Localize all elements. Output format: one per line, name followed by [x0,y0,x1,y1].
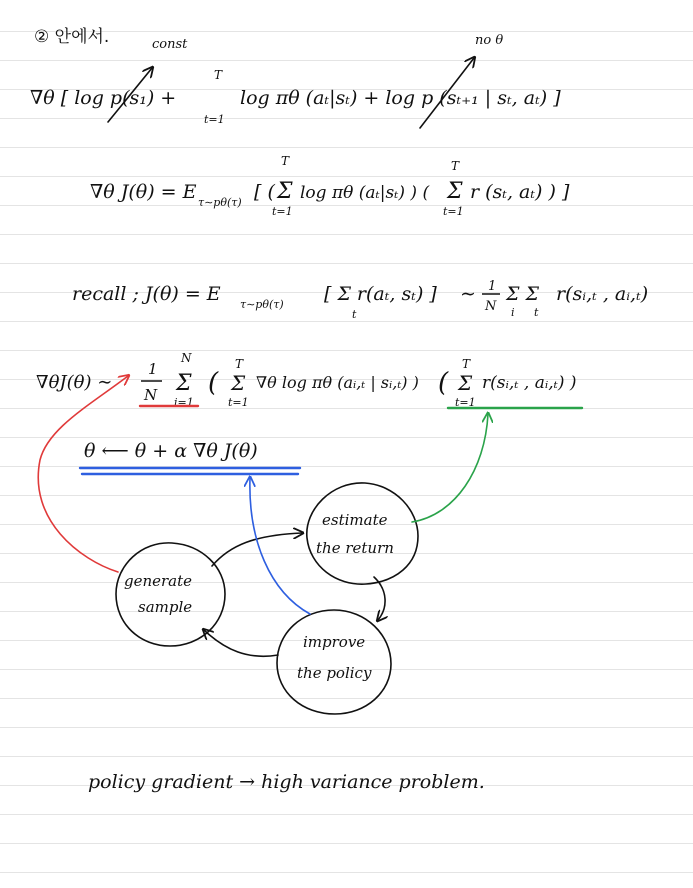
eq2-lhs: ∇θ J(θ) = E [90,181,197,203]
eq2-sum2-symbol: Σ [447,179,463,204]
node-generate-line1: generate [124,572,193,590]
eq2-part-b: log πθ (aₜ|sₜ) ) ( [300,183,430,203]
eq2-sum1-sup: T [281,154,290,168]
eq3-sum-sub-t: t [534,306,539,319]
note-const: const [152,37,188,52]
eq1-middle: log πθ (aₜ|sₜ) + log p (sₜ₊₁ | sₜ, aₜ) ] [240,87,561,109]
equation-policy-gradient [90,154,570,218]
eq2-sum2-sup: T [451,159,460,173]
eq3-subscript: τ∼pθ(τ) [240,298,284,311]
node-estimate-circle [307,483,418,584]
eq1-sum-sup: T [214,68,223,82]
eq3-lhs: recall ; J(θ) = E [72,283,221,305]
eq2-sum1-sub: t=1 [272,205,293,218]
equation-log-trajectory [30,33,561,128]
arrow-improve-to-generate [204,630,278,656]
eq4-inner2-sup: T [462,357,471,371]
eq3-frac-den: N [485,299,497,314]
eq4-paren2: ( [438,368,449,398]
eq1-sum-sub: t=1 [204,113,225,126]
note-no-theta: no θ [475,33,504,48]
footer-note: policy gradient → high variance problem. [88,771,485,793]
eq4-inner2-sub: t=1 [455,396,476,409]
eq4-reward-term: r(sᵢ,ₜ , aᵢ,ₜ) ) [482,373,577,393]
eq2-part-c: r (sₜ, aₜ) ) ] [470,181,570,203]
node-estimate-line2: the return [316,539,394,557]
green-link-estimate-to-return [412,414,488,522]
blue-link-improve-to-update [250,478,310,614]
node-generate-circle [116,543,225,646]
eq4-frac-den: N [144,386,158,404]
eq3-bracket-sub: t [352,308,357,321]
equation-recall-objective [72,279,648,321]
node-improve-line2: the policy [297,664,372,682]
node-estimate-line1: estimate [322,511,388,529]
node-improve-line1: improve [303,633,366,651]
eq4-inner1-symbol: Σ [231,371,246,395]
eq3-sums: Σ Σ [506,283,539,305]
eq4-lhs: ∇θJ(θ) ∼ [36,372,113,393]
eq4-inner2-symbol: Σ [458,371,473,395]
eq4-outer-sum-sub: i=1 [174,396,194,409]
eq4-inner1-sup: T [235,357,244,371]
eq2-sum2-sub: t=1 [443,205,464,218]
section-heading: ② 안에서. [34,27,110,47]
eq3-tail: r(sᵢ,ₜ , aᵢ,ₜ) [556,283,649,305]
eq3-frac-num: 1 [488,279,497,294]
eq1-prefix: ∇θ [ log p(s₁) + [30,87,177,109]
eq4-grad-term: ∇θ log πθ (aᵢ,ₜ | sᵢ,ₜ) ) [256,373,419,392]
eq3-sum-sub-i: i [511,306,515,319]
rl-cycle-diagram [38,376,488,714]
equation-gradient-estimate [36,351,582,409]
node-generate-line2: sample [138,598,193,616]
eq4-paren1: ( [208,368,219,398]
eq3-approx: ∼ [460,283,476,305]
eq4-outer-sum-symbol: Σ [176,371,192,396]
node-improve-circle [277,610,391,714]
update-rule: θ ⟵ θ + α ∇θ J(θ) [84,440,258,462]
eq4-frac-num: 1 [148,360,158,378]
eq3-bracket: [ Σ r(aₜ, sₜ) ] [324,283,437,305]
eq4-outer-sum-sup: N [181,351,192,365]
eq2-part-a: [ ( [254,181,275,203]
eq2-subscript: τ∼pθ(τ) [198,196,242,209]
eq4-inner1-sub: t=1 [228,396,249,409]
eq2-sum1-symbol: Σ [277,179,293,204]
